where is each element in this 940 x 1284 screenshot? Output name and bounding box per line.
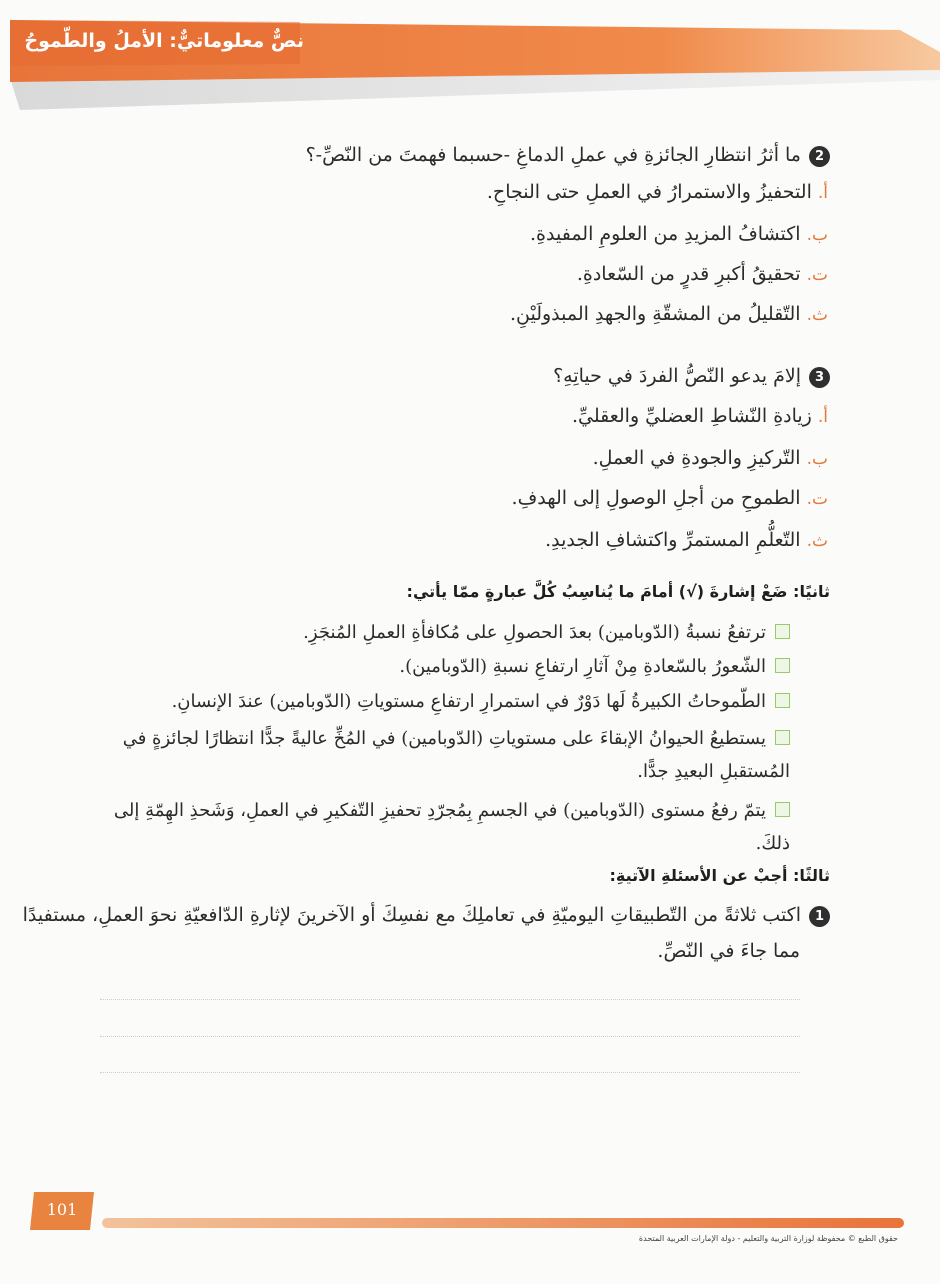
option-q3-d: ث.التّعلُّمِ المستمرِّ واكتشافِ الجديدِ. — [545, 529, 828, 551]
check-statement-2: الشّعورُ بالسّعادةِ مِنْ آثارِ ارتفاعِ نسبةِ (الدّوبامين). — [90, 650, 790, 683]
question-text: إلامَ يدعو النّصُّ الفردَ في حياتِهِ؟ — [553, 365, 801, 387]
check-statement-4: يستطيعُ الحيوانُ الإبقاءَ على مستوياتِ (الدّوبامين) في المُخِّ عاليةً جدًّا انتظارًا لجائزةٍ في المُستقبلِ البعيدِ جدًّا. — [122, 728, 790, 782]
option-q3-b: ب.التّركيزِ والجودةِ في العملِ. — [592, 447, 828, 469]
checkbox[interactable] — [775, 624, 790, 639]
option-q2-b: ب.اكتشافُ المزيدِ من العلومِ المفيدةِ. — [530, 223, 828, 245]
question-2 — [306, 143, 830, 167]
checkbox[interactable] — [775, 658, 790, 673]
check-statement-5: يتمّ رفعُ مستوى (الدّوبامين) في الجسمِ بِمُجرّدِ تحفيزِ التّفكيرِ في العملِ، وَشَحذِ الهِمّةِ إلى ذلكَ. — [113, 800, 790, 854]
question-text: ما أثرُ انتظارِ الجائزةِ في عملِ الدماغِ -حسبما فهمتَ من النّصِّ-؟ — [305, 144, 801, 166]
answer-line[interactable] — [100, 999, 800, 1000]
check-statement-1: ترتفعُ نسبةُ (الدّوبامين) بعدَ الحصولِ على مُكافأةِ العملِ المُنجَزِ. — [90, 616, 790, 649]
check-statement-3: الطّموحاتُ الكبيرةُ لَها دَوْرٌ في استمرارِ ارتفاعِ مستوياتِ (الدّوبامين) عندَ الإنسانِ. — [90, 685, 790, 718]
section-3-heading: ثالثًا: أجبْ عن الأسئلةِ الآتيةِ: — [609, 866, 830, 885]
question-number-badge: 3 — [809, 367, 830, 388]
header-banner — [0, 0, 940, 120]
option-q2-d: ث.التّقليلُ من المشقّةِ والجهدِ المبذولَيْنِ. — [509, 303, 828, 325]
answer-line[interactable] — [100, 1036, 800, 1037]
section-3-question-1-cont: مما جاءَ في النّصِّ. — [657, 940, 800, 962]
copyright-footer: حقوق الطبع © محفوظة لوزارة التربية والتعليم - دولة الإمارات العربية المتحدة — [638, 1234, 898, 1243]
option-q2-a: أ.التحفيزُ والاستمرارُ في العملِ حتى النجاحِ. — [486, 181, 828, 203]
option-q3-c: ت.الطموحِ من أجلِ الوصولِ إلى الهدفِ. — [511, 487, 828, 509]
footer-bar — [102, 1218, 904, 1228]
section-2-heading: ثانيًا: ضَعْ إشارةَ (√) أمامَ ما يُناسِبُ كُلَّ عبارةٍ ممّا يأتي: — [406, 582, 830, 601]
page-number: 101 — [46, 1200, 78, 1219]
answer-line[interactable] — [100, 1072, 800, 1073]
question-number-badge: 1 — [809, 906, 830, 927]
question-number-badge: 2 — [809, 146, 830, 167]
question-text: اكتب ثلاثةً من التّطبيقاتِ اليوميّةِ في تعاملِكَ مع نفسِكَ أو الآخرينَ لإثارةِ الدّافعيّةِ نحوَ العملِ، مستفيدًا — [22, 904, 801, 926]
checkbox[interactable] — [775, 730, 790, 745]
question-3 — [553, 364, 830, 388]
section-3-question-1 — [23, 903, 830, 927]
checkbox[interactable] — [775, 802, 790, 817]
option-q2-c: ت.تحقيقُ أكبرِ قدرٍ من السّعادةِ. — [576, 263, 828, 285]
page-title: نصٌّ معلوماتيٌّ: الأملُ والطّموحُ — [24, 30, 304, 52]
option-q3-a: أ.زيادةِ النّشاطِ العضليِّ والعقليِّ. — [571, 405, 828, 427]
checkbox[interactable] — [775, 693, 790, 708]
